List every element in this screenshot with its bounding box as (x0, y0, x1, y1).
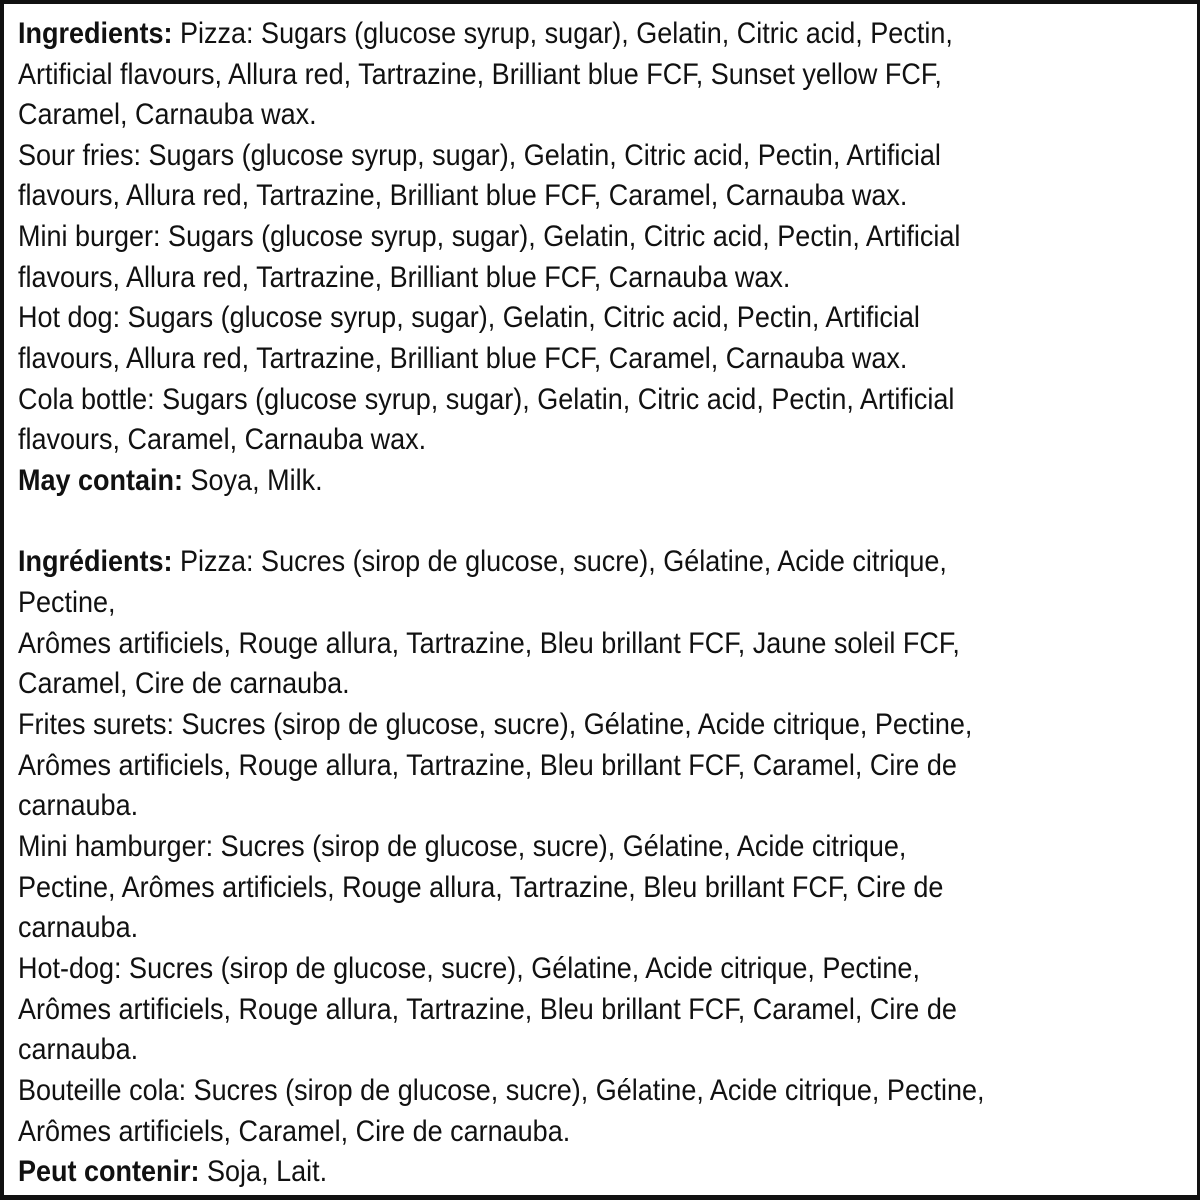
french-line: carnauba. (18, 911, 139, 944)
french-line: Arômes artificiels, Rouge allura, Tartrazine, Bleu brillant FCF, Caramel, Cire de (18, 993, 957, 1026)
french-ingredients-heading: Ingrédients: (18, 545, 173, 578)
english-ingredients-heading: Ingredients: (18, 17, 173, 50)
english-may-contain (18, 460, 323, 501)
english-line: flavours, Allura red, Tartrazine, Brilliant blue FCF, Caramel, Carnauba wax. (18, 179, 908, 212)
english-line: Cola bottle: Sugars (glucose syrup, sugar), Gelatin, Citric acid, Pectin, Artificial (18, 383, 955, 416)
french-line: Pectine, Arômes artificiels, Rouge allura, Tartrazine, Bleu brillant FCF, Cire de (18, 871, 944, 904)
french-line: Bouteille cola: Sucres (sirop de glucose, sucre), Gélatine, Acide citrique, Pectine, (18, 1074, 985, 1107)
english-line: Caramel, Carnauba wax. (18, 98, 317, 131)
french-may-contain (18, 1151, 327, 1192)
english-line: Mini burger: Sugars (glucose syrup, sugar), Gelatin, Citric acid, Pectin, Artificial (18, 220, 961, 253)
french-line: carnauba. (18, 789, 139, 822)
english-line: flavours, Allura red, Tartrazine, Brilliant blue FCF, Carnauba wax. (18, 261, 791, 294)
french-line: Hot-dog: Sucres (sirop de glucose, sucre), Gélatine, Acide citrique, Pectine, (18, 952, 920, 985)
may-contain-value: Soja, Lait. (207, 1155, 328, 1188)
may-contain-label: May contain: (18, 464, 184, 497)
english-line: Sour fries: Sugars (glucose syrup, sugar), Gelatin, Citric acid, Pectin, Artificial (18, 139, 941, 172)
french-line: Pectine, (18, 586, 116, 619)
english-line: Ingredients: Pizza: Sugars (glucose syrup, sugar), Gelatin, Citric acid, Pectin, (18, 17, 953, 50)
english-line: Hot dog: Sugars (glucose syrup, sugar), Gelatin, Citric acid, Pectin, Artificial (18, 301, 920, 334)
french-line: Arômes artificiels, Rouge allura, Tartrazine, Bleu brillant FCF, Jaune soleil FCF, (18, 627, 960, 660)
english-line: flavours, Allura red, Tartrazine, Brilliant blue FCF, Caramel, Carnauba wax. (18, 342, 908, 375)
may-contain-label: Peut contenir: (18, 1155, 200, 1188)
french-line: Arômes artificiels, Rouge allura, Tartrazine, Bleu brillant FCF, Caramel, Cire de (18, 749, 957, 782)
french-line: Caramel, Cire de carnauba. (18, 667, 350, 700)
french-line: carnauba. (18, 1033, 139, 1066)
french-line: Mini hamburger: Sucres (sirop de glucose, sucre), Gélatine, Acide citrique, (18, 830, 907, 863)
french-line: Ingrédients: Pizza: Sucres (sirop de glucose, sucre), Gélatine, Acide citrique, (18, 545, 947, 578)
may-contain-value: Soya, Milk. (190, 464, 323, 497)
french-line: Frites surets: Sucres (sirop de glucose, sucre), Gélatine, Acide citrique, Pectine, (18, 708, 973, 741)
french-line: Arômes artificiels, Caramel, Cire de carnauba. (18, 1115, 571, 1148)
english-line: Artificial flavours, Allura red, Tartrazine, Brilliant blue FCF, Sunset yellow FCF, (18, 58, 942, 91)
english-line: flavours, Caramel, Carnauba wax. (18, 423, 427, 456)
